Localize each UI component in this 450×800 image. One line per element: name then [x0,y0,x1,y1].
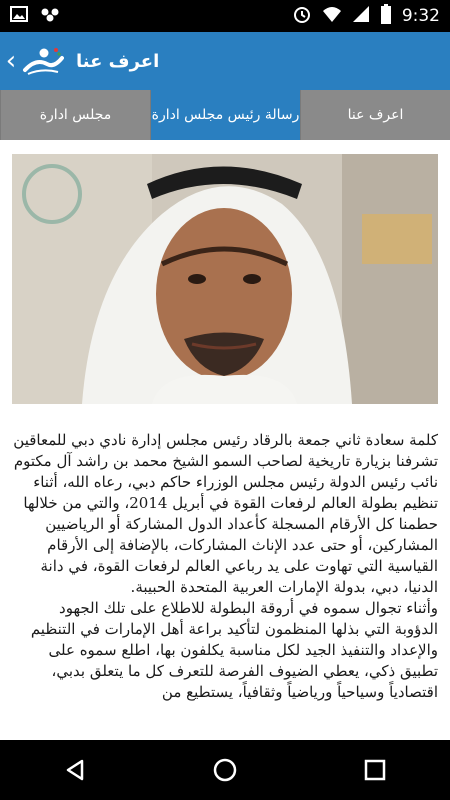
alarm-icon [292,4,312,28]
app-bar [0,32,450,90]
wifi-icon [322,5,342,27]
tab-label: رسالة رئيس مجلس ادارة [151,107,300,123]
article-body [12,430,438,703]
battery-icon [380,4,392,28]
chairman-photo [12,154,438,404]
chevron-left-icon[interactable]: ‹ [5,46,17,76]
status-time: 9:32 [401,6,440,26]
tab-label: مجلس ادارة [39,107,112,123]
signal-icon [352,5,370,27]
tab-chairman-message[interactable] [150,90,300,140]
home-circle-icon[interactable] [195,740,255,800]
app-title: اعرف عنا [76,50,160,72]
system-nav-bar [0,740,450,800]
tab-bar [0,90,450,140]
voicemail-icon [40,6,60,26]
tab-about-us[interactable] [300,90,450,140]
content-area[interactable] [0,140,450,740]
app-logo[interactable] [22,40,64,82]
article-paragraph: تشرفنا بزيارة تاريخية لصاحب السمو الشيخ محمد بن راشد آل مكتوم نائب رئيس الدولة رئيس مجلس الوزراء حاكم دبي، رعاه الله، أثناء تنظيم بطولة العالم لرفعات القوة في أبريل 2014، والتي من خلالها حطمنا كل الأرقام المسجلة كأعداد الدول المشاركة أو الرياضيين المشاركين، أو حتى عدد الإناث المشاركات، بالإضافة إلى الأرقام القياسية التي تهاوت على يد رباعي العالم لرفعات القوة، في دانة الدنيا، دبي، بدولة الإمارات العربية المتحدة الحبيبة. [13,452,438,596]
image-icon [10,6,28,26]
tab-board[interactable] [0,90,150,140]
status-bar [0,0,450,32]
back-triangle-icon[interactable] [45,740,105,800]
recents-square-icon[interactable] [345,740,405,800]
article-paragraph: كلمة سعادة ثاني جمعة بالرقاد رئيس مجلس إدارة نادي دبي للمعاقين [13,431,438,449]
article-paragraph: وأثناء تجوال سموه في أروقة البطولة للاطلاع على تلك الجهود الدؤوبة التي بذلها المنظمون لتأكيد براعة أهل الإمارات في التنظيم والإعداد والتنفيذ الجيد لكل مناسبة يكلفون بها، اطلع سموه على تطبيق ذكي، يعطي الضيوف الفرصة للتعرف كل ما يتعلق بدبي، اقتصادياً وسياحياً ورياضياً وثقافياً، يستطيع من [30,599,438,701]
tab-label: اعرف عنا [347,107,404,123]
